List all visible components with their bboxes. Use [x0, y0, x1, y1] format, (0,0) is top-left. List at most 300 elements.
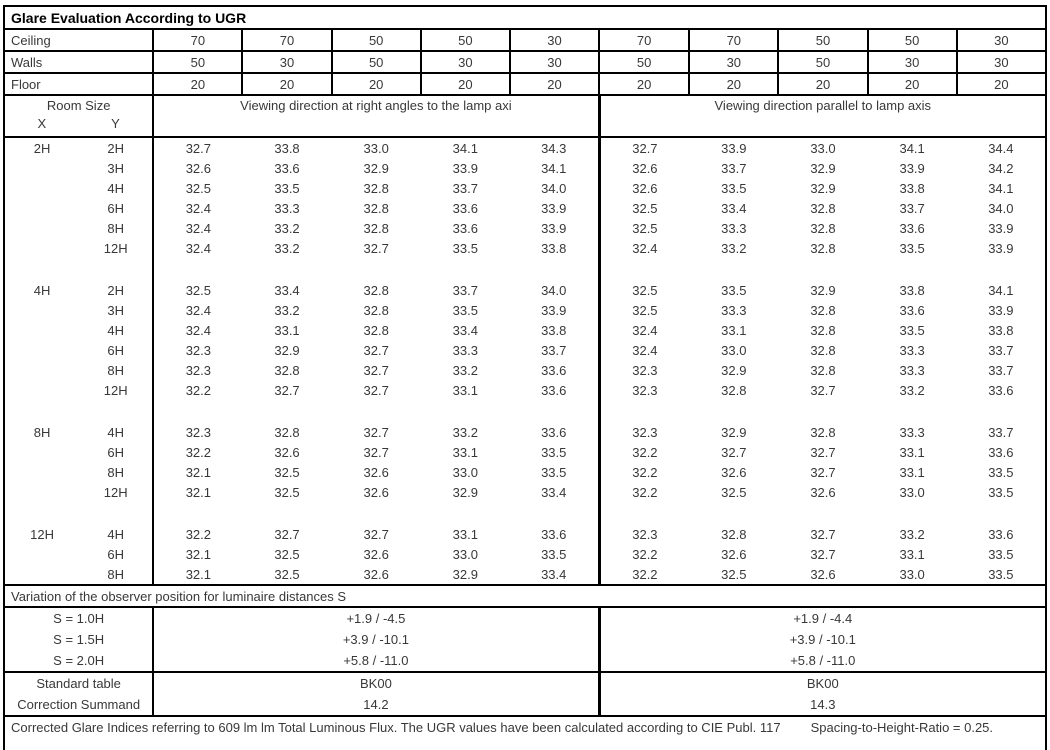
group-header-row [4, 95, 1046, 137]
ugr-value: 33.5 [541, 546, 567, 562]
ugr-value: 33.3 [721, 220, 747, 236]
ugr-value: 32.2 [599, 544, 689, 564]
room-y-label: 8H [79, 360, 153, 380]
ugr-value: 33.7 [721, 160, 747, 176]
gap-cell [153, 258, 599, 280]
room-x-label: 2H [33, 140, 51, 156]
surface-value: 30 [242, 51, 331, 73]
surface-value: 30 [957, 51, 1046, 73]
ugr-value: 32.8 [363, 200, 389, 216]
ugr-value: 32.7 [721, 444, 747, 460]
table-row [4, 380, 1046, 400]
table-row [4, 158, 1046, 178]
ugr-value: 32.1 [185, 464, 212, 480]
table-row [4, 280, 1046, 300]
ugr-value: 33.5 [988, 484, 1014, 500]
ugr-table [3, 5, 1047, 750]
table-row [4, 360, 1046, 380]
ugr-value: 34.1 [452, 140, 478, 156]
ugr-value: 32.7 [363, 444, 389, 460]
block-gap-row [4, 502, 1046, 524]
surface-value: 70 [242, 29, 331, 51]
ugr-value: 32.8 [363, 302, 389, 318]
surface-value: 20 [957, 73, 1046, 95]
ugr-value: 33.8 [541, 322, 567, 338]
ugr-value: 33.5 [452, 240, 478, 256]
room-x-label [4, 544, 79, 564]
ugr-value: 32.4 [185, 240, 212, 256]
gap-cell [599, 400, 1046, 422]
ugr-value: 33.6 [988, 526, 1014, 542]
ugr-value: 32.8 [274, 424, 300, 440]
ugr-value: 32.8 [721, 526, 747, 542]
ugr-value: 33.1 [274, 322, 300, 338]
variation-right-value: +1.9 / -4.4 [599, 607, 1046, 629]
ugr-value: 33.7 [988, 362, 1014, 378]
ugr-value: 33.9 [988, 302, 1014, 318]
ugr-value: 32.6 [721, 546, 747, 562]
footer-text: Corrected Glare Indices referring to 609 lm lm Total Luminous Flux. The UGR values have been calculated according to CIE Publ. 117 [11, 720, 781, 735]
variation-left-value: +1.9 / -4.5 [346, 611, 406, 626]
ugr-value: 33.0 [452, 464, 478, 480]
gap-cell [153, 400, 599, 422]
room-x-label [4, 320, 79, 340]
ugr-value: 33.2 [452, 362, 478, 378]
ugr-value: 32.2 [599, 462, 689, 482]
variation-right-value: +3.9 / -10.1 [599, 629, 1046, 650]
ugr-value: 34.0 [541, 180, 567, 196]
surface-value: 30 [868, 51, 957, 73]
ugr-value: 32.3 [599, 380, 689, 400]
ugr-value: 32.7 [810, 526, 836, 542]
ugr-value: 33.9 [541, 200, 567, 216]
surface-value: 30 [510, 51, 599, 73]
ugr-value: 33.2 [899, 526, 925, 542]
ugr-value: 33.8 [899, 180, 925, 196]
ugr-value: 33.5 [988, 546, 1014, 562]
room-y-label: 4H [79, 320, 153, 340]
ugr-value: 32.2 [185, 382, 212, 398]
footer-note [4, 716, 1046, 750]
ugr-value: 33.0 [721, 342, 747, 358]
room-x-label: 4H [33, 282, 51, 298]
right-group-header: Viewing direction parallel to lamp axis [599, 95, 1046, 137]
surface-value: 70 [153, 29, 242, 51]
ugr-value: 33.1 [452, 526, 478, 542]
ugr-value: 32.3 [599, 360, 689, 380]
ugr-value: 33.3 [899, 424, 925, 440]
ugr-value: 33.4 [452, 322, 478, 338]
ugr-value: 33.2 [274, 220, 300, 236]
room-y-label: 4H [79, 178, 153, 198]
surface-label: Ceiling [4, 29, 153, 51]
ugr-value: 32.9 [810, 160, 836, 176]
room-x-label [4, 300, 79, 320]
room-y-label: 8H [79, 218, 153, 238]
summary-right-value: BK00 [599, 672, 1046, 694]
room-size-label: Room Size [46, 98, 111, 113]
ugr-value: 33.6 [541, 362, 567, 378]
ugr-value: 33.6 [452, 200, 478, 216]
ugr-value: 32.9 [452, 484, 478, 500]
surface-label: Walls [4, 51, 153, 73]
table-row [4, 340, 1046, 360]
room-x-label [4, 482, 79, 502]
ugr-value: 33.3 [899, 342, 925, 358]
ugr-value: 33.3 [452, 342, 478, 358]
ugr-value: 33.6 [452, 220, 478, 236]
footer-ratio: Spacing-to-Height-Ratio = 0.25. [810, 720, 994, 735]
ugr-value: 32.8 [363, 282, 389, 298]
ugr-value: 32.5 [185, 282, 212, 298]
ugr-value: 32.8 [274, 362, 300, 378]
room-y-label: 6H [79, 442, 153, 462]
ugr-value: 33.8 [988, 322, 1014, 338]
room-y-label: 12H [79, 482, 153, 502]
ugr-value: 33.1 [721, 322, 747, 338]
summary-left-value: BK00 [153, 672, 599, 694]
ugr-value: 32.3 [185, 362, 212, 378]
surface-value: 50 [778, 29, 867, 51]
table-row [4, 137, 1046, 158]
ugr-value: 34.2 [988, 160, 1014, 176]
surface-value: 20 [242, 73, 331, 95]
ugr-value: 33.6 [899, 220, 925, 236]
table-row [4, 218, 1046, 238]
surface-value: 20 [153, 73, 242, 95]
surface-value: 20 [868, 73, 957, 95]
ugr-value: 33.9 [899, 160, 925, 176]
summary-label: Correction Summand [4, 694, 153, 716]
surface-value: 50 [332, 29, 421, 51]
ugr-value: 32.8 [810, 322, 836, 338]
room-x-label [4, 462, 79, 482]
ugr-value: 32.1 [185, 484, 212, 500]
ugr-value: 33.4 [721, 200, 747, 216]
ugr-value: 32.9 [721, 362, 747, 378]
surface-value: 70 [599, 29, 689, 51]
ugr-value: 33.6 [899, 302, 925, 318]
ugr-value: 33.0 [363, 140, 389, 156]
ugr-value: 33.6 [988, 382, 1014, 398]
left-group-header: Viewing direction at right angles to the lamp axi [153, 95, 599, 137]
room-y-label: 8H [79, 462, 153, 482]
ugr-value: 33.7 [988, 424, 1014, 440]
surface-value: 20 [599, 73, 689, 95]
ugr-value: 33.5 [988, 566, 1014, 582]
ugr-value: 32.8 [810, 240, 836, 256]
xy-labels [5, 115, 152, 133]
surface-value: 50 [153, 51, 242, 73]
room-y-label: 6H [79, 544, 153, 564]
title-row [4, 6, 1046, 29]
ugr-value: 32.5 [721, 484, 747, 500]
room-y-label: 6H [79, 340, 153, 360]
ugr-value: 33.5 [541, 464, 567, 480]
ugr-value: 32.9 [810, 180, 836, 196]
ugr-value: 32.9 [363, 160, 389, 176]
ugr-value: 33.2 [274, 302, 300, 318]
ugr-value: 33.2 [452, 424, 478, 440]
surface-value: 20 [778, 73, 867, 95]
room-x-label [4, 442, 79, 462]
surface-value: 50 [599, 51, 689, 73]
table-row [4, 462, 1046, 482]
variation-left-value: +3.9 / -10.1 [342, 632, 409, 647]
table-row [4, 320, 1046, 340]
ugr-value: 32.8 [810, 362, 836, 378]
s-distance-label: S = 1.5H [4, 629, 153, 650]
ugr-value: 33.5 [721, 282, 747, 298]
ugr-value: 32.7 [363, 342, 389, 358]
ugr-value: 34.3 [541, 140, 567, 156]
ugr-value: 32.3 [185, 342, 212, 358]
ugr-value: 33.9 [721, 140, 747, 156]
surface-value: 30 [957, 29, 1046, 51]
ugr-value: 32.4 [185, 220, 212, 236]
ugr-value: 33.4 [541, 566, 567, 582]
ugr-value: 33.9 [988, 240, 1014, 256]
surface-value: 30 [510, 29, 599, 51]
footer-row [4, 716, 1046, 750]
ugr-value: 33.7 [541, 342, 567, 358]
ugr-value: 32.8 [363, 322, 389, 338]
ugr-value: 33.5 [541, 444, 567, 460]
ugr-value: 34.4 [988, 140, 1014, 156]
room-x-label [4, 218, 79, 238]
ugr-value: 33.0 [810, 140, 836, 156]
ugr-value: 32.6 [810, 484, 836, 500]
room-y-label: 3H [79, 158, 153, 178]
page-title: Glare Evaluation According to UGR [4, 6, 1046, 29]
ugr-value: 32.2 [599, 482, 689, 502]
ugr-value: 33.6 [541, 526, 567, 542]
ugr-value: 34.1 [541, 160, 567, 176]
variation-row [4, 650, 1046, 672]
room-x-label [4, 198, 79, 218]
ugr-value: 33.2 [274, 240, 300, 256]
ugr-value: 32.6 [274, 444, 300, 460]
table-row [4, 482, 1046, 502]
gap-cell [599, 502, 1046, 524]
ugr-value: 32.7 [274, 382, 300, 398]
room-x-label: 8H [33, 424, 51, 440]
ugr-value: 32.6 [185, 160, 212, 176]
ugr-value: 33.6 [988, 444, 1014, 460]
block-gap-row [4, 258, 1046, 280]
ugr-value: 32.7 [363, 424, 389, 440]
ugr-value: 32.5 [599, 198, 689, 218]
ugr-value: 33.9 [541, 302, 567, 318]
summary-label: Standard table [4, 672, 153, 694]
surface-row [4, 73, 1046, 95]
ugr-value: 33.7 [988, 342, 1014, 358]
ugr-value: 32.7 [363, 240, 389, 256]
ugr-value: 32.7 [599, 137, 689, 158]
surface-value: 70 [689, 29, 778, 51]
surface-row [4, 29, 1046, 51]
ugr-value: 33.9 [988, 220, 1014, 236]
room-x-label [4, 360, 79, 380]
ugr-value: 33.7 [899, 200, 925, 216]
ugr-value: 34.1 [988, 282, 1014, 298]
ugr-value: 32.4 [185, 302, 212, 318]
ugr-value: 33.1 [899, 444, 925, 460]
room-y-label: 8H [79, 564, 153, 585]
ugr-value: 32.9 [810, 282, 836, 298]
y-axis-label: Y [111, 116, 120, 131]
surface-value: 50 [778, 51, 867, 73]
ugr-value: 34.1 [899, 140, 925, 156]
surface-value: 30 [689, 51, 778, 73]
surface-value: 20 [421, 73, 510, 95]
room-x-label [4, 158, 79, 178]
ugr-value: 32.3 [599, 524, 689, 544]
surface-value: 20 [332, 73, 421, 95]
room-y-label: 12H [79, 238, 153, 258]
surface-value: 20 [689, 73, 778, 95]
table-row [4, 564, 1046, 585]
ugr-value: 33.5 [988, 464, 1014, 480]
ugr-value: 32.5 [274, 464, 300, 480]
room-y-label: 6H [79, 198, 153, 218]
variation-heading-row [4, 585, 1046, 607]
ugr-value: 33.8 [899, 282, 925, 298]
ugr-value: 32.6 [363, 484, 389, 500]
ugr-value: 33.2 [899, 382, 925, 398]
ugr-value: 32.8 [363, 180, 389, 196]
room-x-label: 12H [30, 526, 54, 542]
ugr-value: 32.7 [185, 140, 212, 156]
variation-row [4, 607, 1046, 629]
ugr-value: 32.7 [363, 362, 389, 378]
table-row [4, 544, 1046, 564]
ugr-value: 32.7 [810, 382, 836, 398]
ugr-value: 32.8 [810, 200, 836, 216]
ugr-value: 32.3 [599, 422, 689, 442]
room-y-label: 2H [79, 137, 153, 158]
ugr-value: 32.6 [721, 464, 747, 480]
room-y-label: 2H [79, 280, 153, 300]
ugr-value: 32.5 [599, 280, 689, 300]
room-x-label [4, 564, 79, 585]
room-size-header [4, 95, 153, 137]
ugr-value: 33.7 [452, 180, 478, 196]
ugr-value: 32.5 [274, 484, 300, 500]
room-y-label: 4H [79, 422, 153, 442]
gap-cell [4, 502, 153, 524]
ugr-value: 32.8 [810, 342, 836, 358]
ugr-value: 32.6 [363, 464, 389, 480]
table-row [4, 524, 1046, 544]
ugr-value: 32.1 [185, 546, 212, 562]
room-x-label [4, 238, 79, 258]
ugr-value: 32.8 [810, 220, 836, 236]
summary-row [4, 694, 1046, 716]
ugr-value: 33.2 [721, 240, 747, 256]
surface-value: 50 [421, 29, 510, 51]
variation-left-value: +5.8 / -11.0 [343, 653, 409, 668]
ugr-value: 33.0 [899, 484, 925, 500]
table-row [4, 198, 1046, 218]
ugr-value: 34.0 [541, 282, 567, 298]
x-axis-label: X [37, 116, 47, 131]
summary-row [4, 672, 1046, 694]
table-row [4, 422, 1046, 442]
ugr-value: 33.0 [899, 566, 925, 582]
ugr-value: 32.1 [185, 566, 212, 582]
ugr-value: 32.6 [599, 158, 689, 178]
surface-label: Floor [4, 73, 153, 95]
ugr-value: 32.5 [599, 218, 689, 238]
table-row [4, 442, 1046, 462]
ugr-value: 32.8 [810, 302, 836, 318]
ugr-value: 33.1 [452, 382, 478, 398]
ugr-value: 32.4 [599, 320, 689, 340]
ugr-value: 32.7 [363, 382, 389, 398]
summary-left-value: 14.2 [363, 697, 389, 712]
variation-heading: Variation of the observer position for luminaire distances S [4, 585, 1046, 607]
ugr-value: 32.3 [185, 424, 212, 440]
ugr-value: 32.8 [721, 382, 747, 398]
ugr-value: 32.2 [599, 442, 689, 462]
ugr-value: 32.7 [363, 526, 389, 542]
gap-cell [4, 258, 153, 280]
gap-cell [4, 400, 153, 422]
room-y-label: 4H [79, 524, 153, 544]
ugr-value: 33.4 [274, 282, 300, 298]
block-gap-row [4, 400, 1046, 422]
surface-value: 50 [332, 51, 421, 73]
ugr-value: 33.5 [452, 302, 478, 318]
ugr-value: 33.1 [899, 464, 925, 480]
ugr-value: 33.6 [541, 424, 567, 440]
variation-right-value: +5.8 / -11.0 [599, 650, 1046, 672]
room-x-label [4, 178, 79, 198]
ugr-value: 32.6 [363, 566, 389, 582]
ugr-value: 32.5 [274, 546, 300, 562]
ugr-value: 32.7 [810, 546, 836, 562]
ugr-value: 32.6 [810, 566, 836, 582]
room-y-label: 3H [79, 300, 153, 320]
ugr-value: 33.9 [541, 220, 567, 236]
room-x-label [4, 340, 79, 360]
ugr-value: 33.5 [899, 240, 925, 256]
gap-cell [599, 258, 1046, 280]
ugr-value: 33.3 [274, 200, 300, 216]
ugr-value: 32.7 [810, 464, 836, 480]
table-row [4, 238, 1046, 258]
ugr-value: 32.5 [185, 180, 212, 196]
ugr-value: 32.8 [810, 424, 836, 440]
s-distance-label: S = 2.0H [4, 650, 153, 672]
ugr-value: 33.0 [452, 546, 478, 562]
ugr-value: 34.0 [988, 200, 1014, 216]
ugr-value: 32.9 [452, 566, 478, 582]
ugr-value: 32.5 [274, 566, 300, 582]
ugr-value: 32.4 [599, 340, 689, 360]
variation-row [4, 629, 1046, 650]
ugr-value: 33.6 [274, 160, 300, 176]
ugr-value: 32.4 [599, 238, 689, 258]
ugr-value: 32.5 [599, 300, 689, 320]
ugr-value: 33.3 [899, 362, 925, 378]
ugr-value: 33.9 [452, 160, 478, 176]
ugr-value: 33.4 [541, 484, 567, 500]
ugr-value: 32.2 [599, 564, 689, 585]
ugr-value: 32.5 [721, 566, 747, 582]
ugr-value: 32.2 [185, 444, 212, 460]
